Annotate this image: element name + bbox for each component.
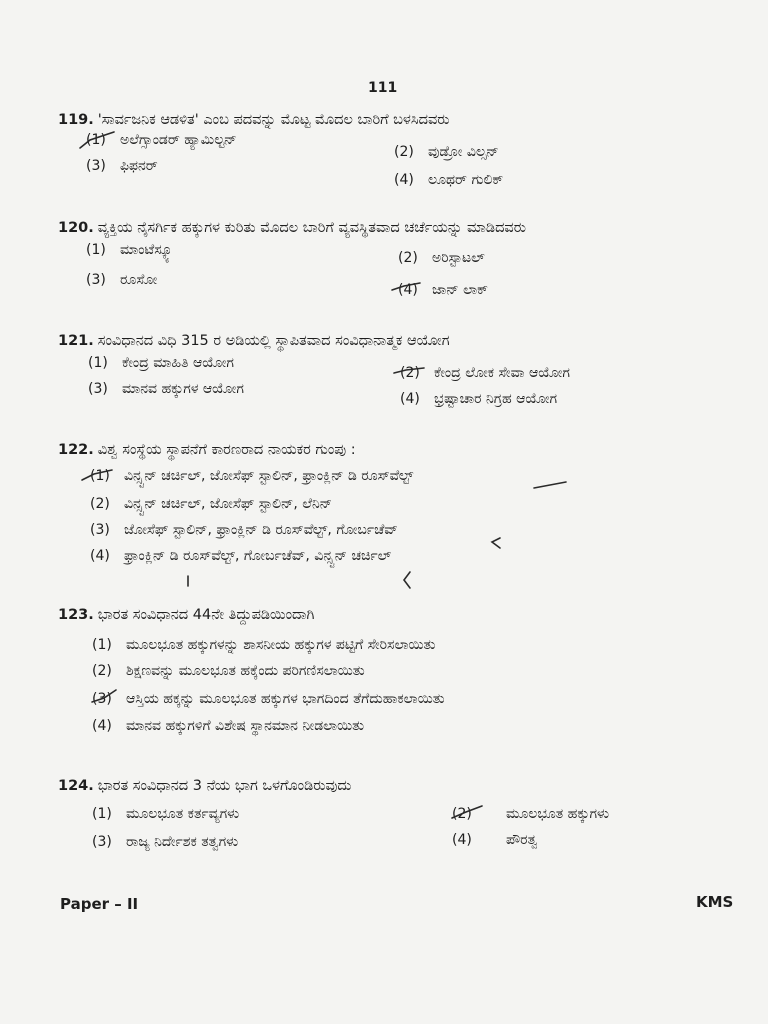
underline-mark-q122 xyxy=(534,482,566,488)
option-2[interactable]: (2) ಕೇಂದ್ರ ಲೋಕ ಸೇವಾ ಆಯೋಗ xyxy=(400,365,570,381)
option-2[interactable]: (2) ಮೂಲಭೂತ ಹಕ್ಕುಗಳು xyxy=(452,806,610,822)
question-text: ಭಾರತ ಸಂವಿಧಾನದ 3 ನೆಯ ಭಾಗ ಒಳಗೊಂಡಿರುವುದು xyxy=(97,778,352,794)
question-stem xyxy=(58,220,748,236)
question-text: ವಿಶ್ವ ಸಂಸ್ಥೆಯ ಸ್ಥಾಪನೆಗೆ ಕಾರಣರಾದ ನಾಯಕರ ಗುಂಪು : xyxy=(97,442,356,458)
footer-paper-label: Paper – II xyxy=(60,895,139,913)
question-120 xyxy=(58,220,748,298)
option-3[interactable]: (3) ರೂಸೋ xyxy=(86,272,158,288)
question-119 xyxy=(58,112,748,188)
question-124 xyxy=(58,778,748,850)
question-stem xyxy=(58,112,748,128)
question-number: 122. xyxy=(58,442,94,458)
question-number: 121. xyxy=(58,333,94,349)
option-3[interactable]: (3) ಫಿಫನರ್ xyxy=(86,158,158,174)
option-4[interactable]: (4) ಲೂಥರ್ ಗುಲಿಕ್ xyxy=(394,172,504,188)
option-4[interactable]: (4) ಭ್ರಷ್ಟಾಚಾರ ನಿಗ್ರಹ ಆಯೋಗ xyxy=(400,391,558,407)
option-3[interactable]: (3) ಮಾನವ ಹಕ್ಕುಗಳ ಆಯೋಗ xyxy=(88,381,244,397)
question-number: 119. xyxy=(58,112,94,128)
option-4[interactable]: (4) ಫ್ರಾಂಕ್ಲಿನ್ ಡಿ ರೂಸ್‌ವೆಲ್ಟ್, ಗೋರ್ಬಚೆವ್, ವಿನ್ಸ್ಟನ್ ಚರ್ಚಿಲ್ xyxy=(90,548,392,564)
option-1[interactable]: (1) ಮೂಲಭೂತ ಕರ್ತವ್ಯಗಳು xyxy=(92,806,240,822)
question-text: ವ್ಯಕ್ತಿಯ ನೈಸರ್ಗಿಕ ಹಕ್ಕುಗಳ ಕುರಿತು ಮೊದಲ ಬಾರಿಗೆ ವ್ಯವಸ್ಥಿತವಾದ ಚರ್ಚೆಯನ್ನು ಮಾಡಿದವರು xyxy=(97,220,527,236)
question-123 xyxy=(58,607,748,734)
option-4[interactable]: (4) ಪೌರತ್ವ xyxy=(452,832,538,848)
question-stem xyxy=(58,333,748,349)
question-text: ಭಾರತ ಸಂವಿಧಾನದ 44ನೇ ತಿದ್ದುಪಡಿಯಿಂದಾಗಿ xyxy=(97,607,315,623)
question-121 xyxy=(58,333,748,407)
question-text: 'ಸಾರ್ವಜನಿಕ ಆಡಳಿತ' ಎಂಬ ಪದವನ್ನು ಮೊಟ್ಟ ಮೊದಲ ಬಾರಿಗೆ ಬಳಸಿದವರು xyxy=(97,112,450,128)
question-stem xyxy=(58,778,748,794)
option-2[interactable]: (2) ಶಿಕ್ಷಣವನ್ನು ಮೂಲಭೂತ ಹಕ್ಕೆಂದು ಪರಿಗಣಿಸಲಾಯಿತು xyxy=(92,663,365,679)
option-4[interactable]: (4) ಮಾನವ ಹಕ್ಕುಗಳಿಗೆ ವಿಶೇಷ ಸ್ಥಾನಮಾನ ನೀಡಲಾಯಿತು xyxy=(92,718,365,734)
caret-mark-q122-3 xyxy=(492,538,500,548)
question-stem xyxy=(58,607,748,623)
option-1[interactable]: (1) ಅಲೆಗ್ಸಾಂಡರ್ ಹ್ಯಾಮಿಲ್ಟನ್ xyxy=(86,132,237,148)
option-2[interactable]: (2) ಅರಿಸ್ಟಾಟಲ್ xyxy=(398,250,485,266)
page-number: 111 xyxy=(368,80,398,96)
caret-mark-q122-4 xyxy=(404,572,410,588)
option-3[interactable]: (3) ಜೋಸೆಫ್ ಸ್ಟಾಲಿನ್, ಫ್ರಾಂಕ್ಲಿನ್ ಡಿ ರೂಸ್‌ವೆಲ್ಟ್, ಗೋರ್ಬಚೆವ್ xyxy=(90,522,398,538)
question-122 xyxy=(58,442,748,564)
footer-code: KMS xyxy=(696,893,734,911)
option-1[interactable]: (1) ಮಾಂಟೆಸ್ಕ್ಯೂ xyxy=(86,242,175,258)
option-1[interactable]: (1) ವಿನ್ಸ್ಟನ್ ಚರ್ಚಿಲ್, ಜೋಸೆಫ್ ಸ್ಟಾಲಿನ್, ಫ್ರಾಂಕ್ಲಿನ್ ಡಿ ರೂಸ್‌ವೆಲ್ಟ್ xyxy=(90,468,414,484)
option-3[interactable]: (3) ಆಸ್ತಿಯ ಹಕ್ಕನ್ನು ಮೂಲಭೂತ ಹಕ್ಕುಗಳ ಭಾಗದಿಂದ ತೆಗೆದುಹಾಕಲಾಯಿತು xyxy=(92,691,445,707)
question-text: ಸಂವಿಧಾನದ ವಿಧಿ 315 ರ ಅಡಿಯಲ್ಲಿ ಸ್ಥಾಪಿತವಾದ ಸಂವಿಧಾನಾತ್ಮಕ ಆಯೋಗ xyxy=(97,333,450,349)
question-number: 124. xyxy=(58,778,94,794)
question-stem xyxy=(58,442,748,458)
question-number: 120. xyxy=(58,220,94,236)
option-2[interactable]: (2) ವಿನ್ಸ್ಟನ್ ಚರ್ಚಿಲ್, ಜೋಸೆಫ್ ಸ್ಟಾಲಿನ್, ಲೆನಿನ್ xyxy=(90,496,333,512)
option-1[interactable]: (1) ಕೇಂದ್ರ ಮಾಹಿತಿ ಆಯೋಗ xyxy=(88,355,234,371)
option-2[interactable]: (2) ವುಡ್ರೋ ವಿಲ್ಸನ್ xyxy=(394,144,499,160)
option-1[interactable]: (1) ಮೂಲಭೂತ ಹಕ್ಕುಗಳನ್ನು ಶಾಸನೀಯ ಹಕ್ಕುಗಳ ಪಟ್ಟಿಗೆ ಸೇರಿಸಲಾಯಿತು xyxy=(92,637,436,653)
option-4[interactable]: (4) ಜಾನ್ ಲಾಕ್ xyxy=(398,282,488,298)
question-number: 123. xyxy=(58,607,94,623)
option-3[interactable]: (3) ರಾಜ್ಯ ನಿರ್ದೇಶಕ ತತ್ವಗಳು xyxy=(92,834,239,850)
